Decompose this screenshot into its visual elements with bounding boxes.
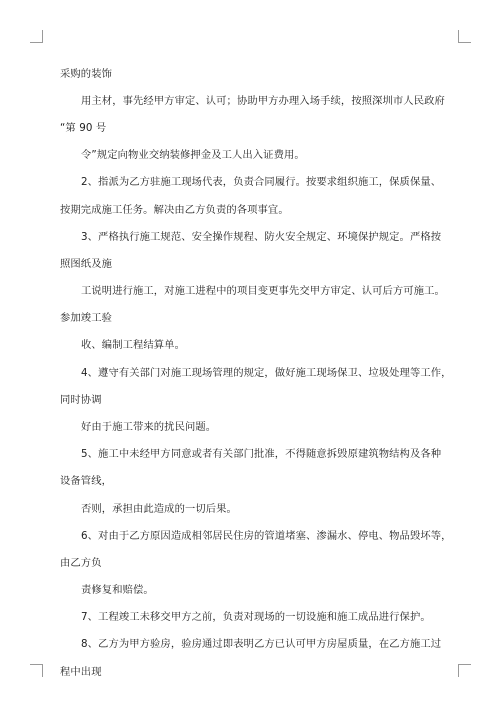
text-line: 同时协调 <box>60 394 102 406</box>
text-line: 3、严格执行施工规范、安全操作规程、防火安全规定、环境保护规定。严格按 <box>81 231 442 243</box>
text-line: 6、对由于乙方原因造成相邻居民住房的管道堵塞、渗漏水、停电、物品毁坏等， <box>81 530 452 542</box>
text-line: “第 90 号 <box>60 122 107 134</box>
crop-mark-top-left <box>30 30 43 43</box>
crop-mark-bottom-right <box>458 664 471 677</box>
text-line: 参加竣工验 <box>60 312 112 324</box>
text-line: 程中出现 <box>60 666 102 678</box>
text-line: 8、乙方为甲方验房，验房通过即表明乙方已认可甲方房屋质量，在乙方施工过 <box>81 638 442 650</box>
text-line: 好由于施工带来的扰民问题。 <box>81 421 217 433</box>
text-line: 采购的装饰 <box>60 68 112 80</box>
text-line: 用主材，事先经甲方审定、认可；协助甲方办理入场手续，按照深圳市人民政府 <box>81 95 445 107</box>
text-line: 收、编制工程结算单。 <box>81 339 185 351</box>
text-line: 2、指派为乙方驻施工现场代表，负责合同履行。按要求组织施工，保质保量、 <box>81 176 442 188</box>
text-line: 5、施工中未经甲方同意或者有关部门批准，不得随意拆毁原建筑物结构及各种 <box>81 448 442 460</box>
crop-mark-top-right <box>458 30 471 43</box>
text-line: 7、工程竣工未移交甲方之前，负责对现场的一切设施和施工成品进行保护。 <box>81 611 431 623</box>
text-line: 按期完成施工任务。解决由乙方负责的各项事宜。 <box>60 204 289 216</box>
text-line: 设备管线， <box>60 475 112 487</box>
text-line: 由乙方负 <box>60 557 102 569</box>
text-line: 否则，承担由此造成的一切后果。 <box>81 503 237 515</box>
text-line: 4、遵守有关部门对施工现场管理的规定，做好施工现场保卫、垃圾处理等工作， <box>81 367 452 379</box>
text-line: 工说明进行施工，对施工进程中的项目变更事先交甲方审定、认可后方可施工。 <box>81 285 445 297</box>
text-line: 责修复和赔偿。 <box>81 584 154 596</box>
crop-mark-bottom-left <box>30 664 43 677</box>
text-line: 照图纸及施 <box>60 258 112 270</box>
text-line: 令”规定向物业交纳装修押金及工人出入证费用。 <box>81 149 305 161</box>
